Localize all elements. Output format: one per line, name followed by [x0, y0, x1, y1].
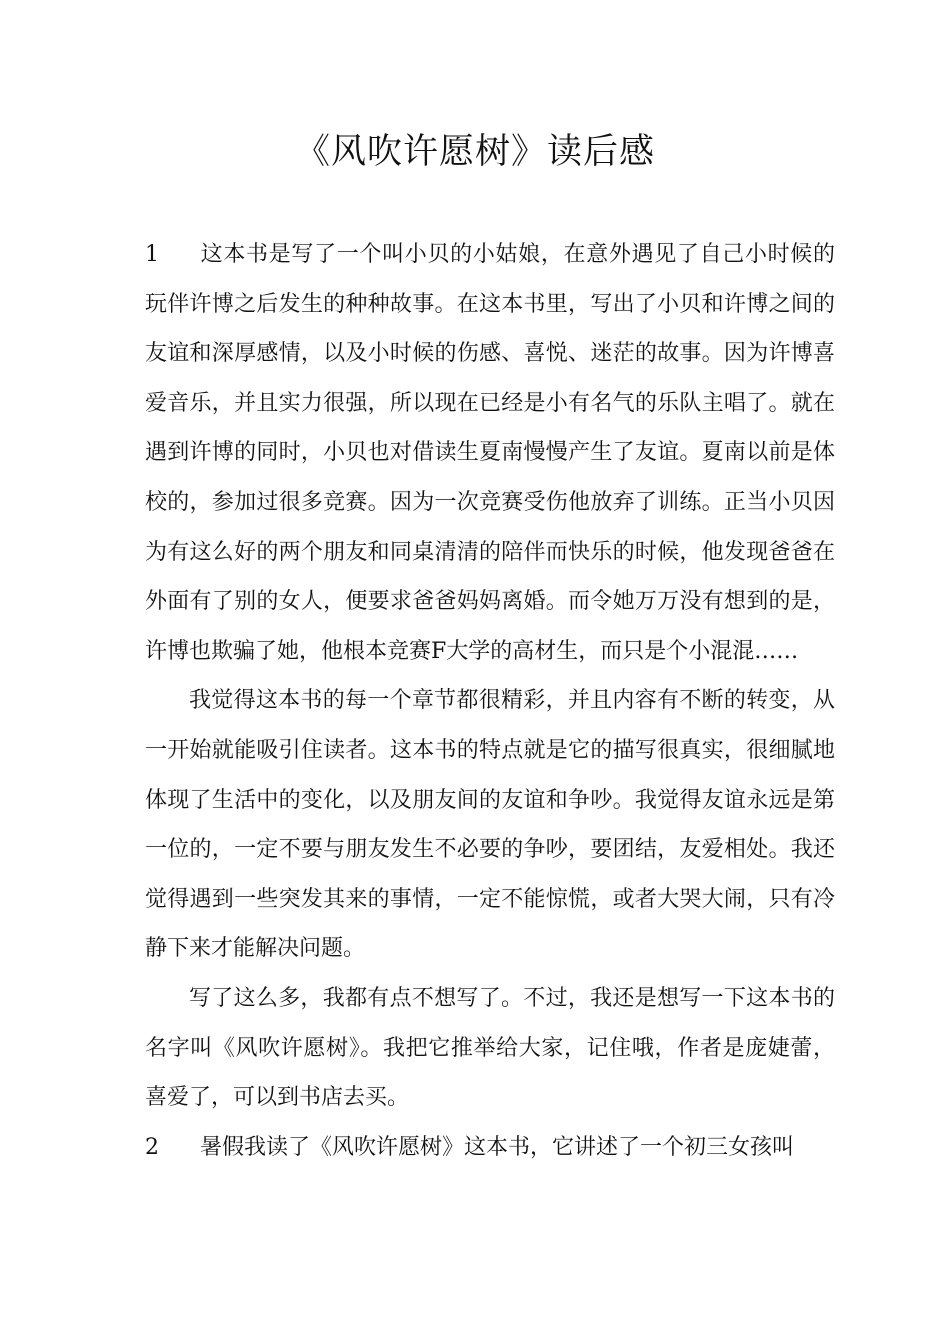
paragraph-text: 暑假我读了《风吹许愿树》这本书，它讲述了一个初三女孩叫 — [200, 1134, 795, 1160]
section-1-paragraph-2: 我觉得这本书的每一个章节都很精彩，并且内容有不断的转变，从一开始就能吸引住读者。这本书的特点就是它的描写很真实，很细腻地体现了生活中的变化，以及朋友间的友谊和争吵。我觉得友谊永远是第一位的，一定不要与朋友发生不必要的争吵，要团结，友爱相处。我还觉得遇到一些突发其来的事情，一定不能惊慌，或者大哭大闹，只有冷静下来才能解决问题。 — [145, 688, 835, 962]
document-title: 《风吹许愿树》读后感 — [294, 132, 655, 172]
section-number: 2 — [145, 1134, 159, 1160]
section-2-paragraph-1 — [145, 1123, 835, 1173]
section-number: 1 — [145, 242, 159, 267]
section-1-paragraph-3: 写了这么多，我都有点不想写了。不过，我还是想写一下这本书的名字叫《风吹许愿树》。我把它推举给大家，记住哦，作者是庞婕蕾，喜爱了，可以到书店去买。 — [145, 985, 835, 1111]
section-1-paragraph-1 — [145, 230, 835, 676]
paragraph-text: 这本书是写了一个叫小贝的小姑娘，在意外遇见了自己小时候的玩伴许博之后发生的种种故事。在这本书里，写出了小贝和许博之间的友谊和深厚感情，以及小时候的伤感、喜悦、迷茫的故事。因为许博喜爱音乐，并且实力很强，所以现在已经是小有名气的乐队主唱了。就在遇到许博的同时，小贝也对借读生夏南慢慢产生了友谊。夏南以前是体校的，参加过很多竞赛。因为一次竞赛受伤他放弃了训练。正当小贝因为有这么好的两个朋友和同桌清清的陪伴而快乐的时候，他发现爸爸在外面有了别的女人，便要求爸爸妈妈离婚。而令她万万没有想到的是，许博也欺骗了她，他根本竞赛F大学的高材生，而只是个小混混…… — [145, 242, 835, 664]
document-body — [145, 230, 835, 1172]
